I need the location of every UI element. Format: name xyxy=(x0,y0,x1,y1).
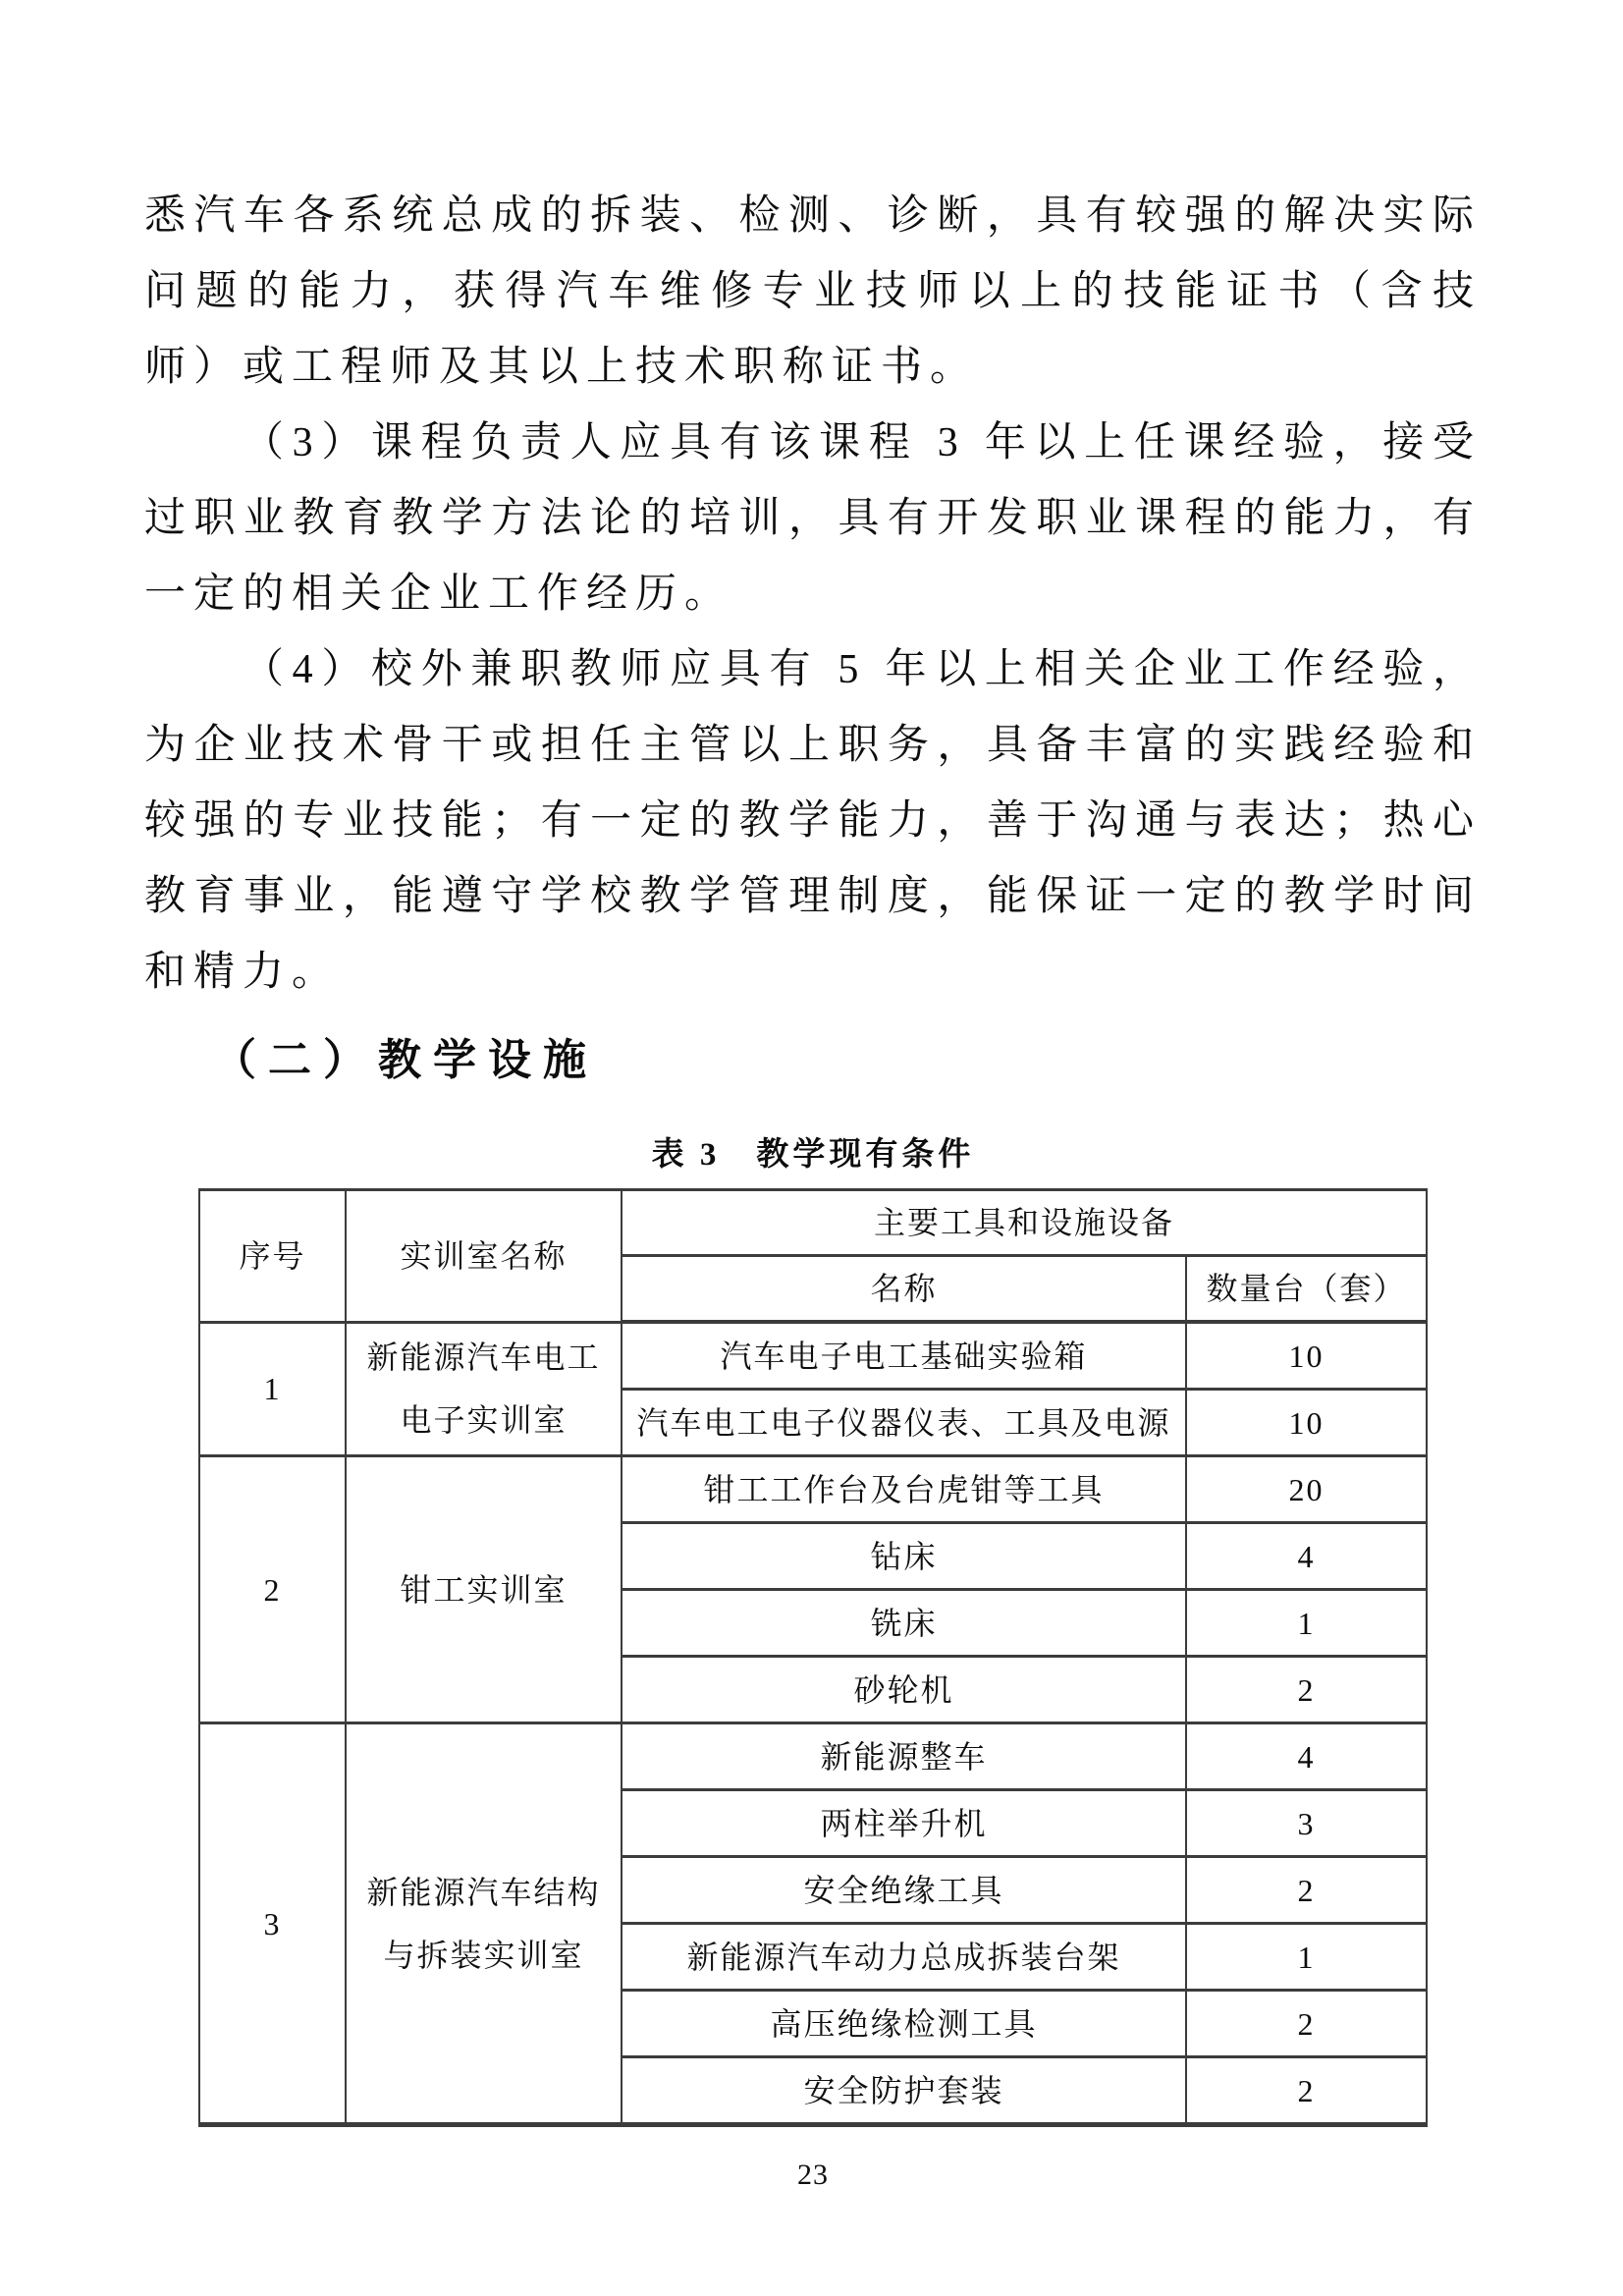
cell-group-index: 2 xyxy=(199,1456,346,1723)
cell-room-name: 新能源汽车结构与拆装实训室 xyxy=(346,1723,622,2125)
facilities-table-body xyxy=(199,1322,1427,2125)
cell-item-qty: 20 xyxy=(1186,1456,1427,1523)
cell-item-qty: 3 xyxy=(1186,1790,1427,1857)
cell-room-name: 钳工实训室 xyxy=(346,1456,622,1723)
cell-item-qty: 2 xyxy=(1186,1857,1427,1924)
cell-item-name: 汽车电子电工基础实验箱 xyxy=(622,1322,1186,1390)
table-title: 表 3 教学现有条件 xyxy=(651,1137,975,1173)
cell-item-qty: 1 xyxy=(1186,1924,1427,1991)
cell-item-qty: 1 xyxy=(1186,1590,1427,1657)
cell-item-name: 钳工工作台及台虎钳等工具 xyxy=(622,1456,1186,1523)
cell-room-name: 新能源汽车电工电子实训室 xyxy=(346,1322,622,1456)
facilities-table xyxy=(198,1188,1428,2127)
cell-item-qty: 2 xyxy=(1186,2057,1427,2125)
body-paragraph: 悉汽车各系统总成的拆装、检测、诊断，具有较强的解决实际问题的能力，获得汽车维修专业技师以上的技能证书（含技师）或工程师及其以上技术职称证书。 xyxy=(144,193,1482,390)
cell-group-index: 3 xyxy=(199,1723,346,2125)
header-cell-tools-group: 主要工具和设施设备 xyxy=(622,1190,1427,1256)
cell-item-name: 砂轮机 xyxy=(622,1657,1186,1723)
header-cell-index: 序号 xyxy=(199,1190,346,1323)
cell-item-name: 安全防护套装 xyxy=(622,2057,1186,2125)
body-paragraph: （3）课程负责人应具有该课程 3 年以上任课经验，接受过职业教育教学方法论的培训，具有开发职业课程的能力，有一定的相关企业工作经历。 xyxy=(144,420,1482,617)
cell-item-name: 铣床 xyxy=(622,1590,1186,1657)
cell-item-name: 新能源整车 xyxy=(622,1723,1186,1790)
cell-item-qty: 10 xyxy=(1186,1390,1427,1456)
table-row xyxy=(199,1322,1427,1390)
section-heading: （二）教学设施 xyxy=(213,1036,598,1084)
table-row xyxy=(199,1456,1427,1523)
cell-item-name: 高压绝缘检测工具 xyxy=(622,1991,1186,2057)
cell-group-index: 1 xyxy=(199,1322,346,1456)
cell-item-qty: 4 xyxy=(1186,1723,1427,1790)
table-row xyxy=(199,1723,1427,1790)
cell-item-name: 汽车电工电子仪器仪表、工具及电源 xyxy=(622,1390,1186,1456)
header-cell-qty: 数量台（套） xyxy=(1186,1256,1427,1323)
cell-item-name: 两柱举升机 xyxy=(622,1790,1186,1857)
header-cell-name: 名称 xyxy=(622,1256,1186,1323)
page-number: 23 xyxy=(797,2159,829,2191)
cell-item-qty: 10 xyxy=(1186,1322,1427,1390)
cell-item-name: 安全绝缘工具 xyxy=(622,1857,1186,1924)
cell-item-qty: 2 xyxy=(1186,1991,1427,2057)
cell-item-qty: 2 xyxy=(1186,1657,1427,1723)
cell-item-name: 钻床 xyxy=(622,1523,1186,1590)
body-paragraphs xyxy=(144,179,1482,1011)
header-cell-room: 实训室名称 xyxy=(346,1190,622,1323)
cell-item-name: 新能源汽车动力总成拆装台架 xyxy=(622,1924,1186,1991)
table-header-row-1 xyxy=(199,1190,1427,1256)
cell-item-qty: 4 xyxy=(1186,1523,1427,1590)
body-paragraph: （4）校外兼职教师应具有 5 年以上相关企业工作经验，为企业技术骨干或担任主管以上职务，具备丰富的实践经验和较强的专业技能；有一定的教学能力，善于沟通与表达；热心教育事业，能遵守学校教学管理制度，能保证一定的教学时间和精力。 xyxy=(144,647,1482,995)
